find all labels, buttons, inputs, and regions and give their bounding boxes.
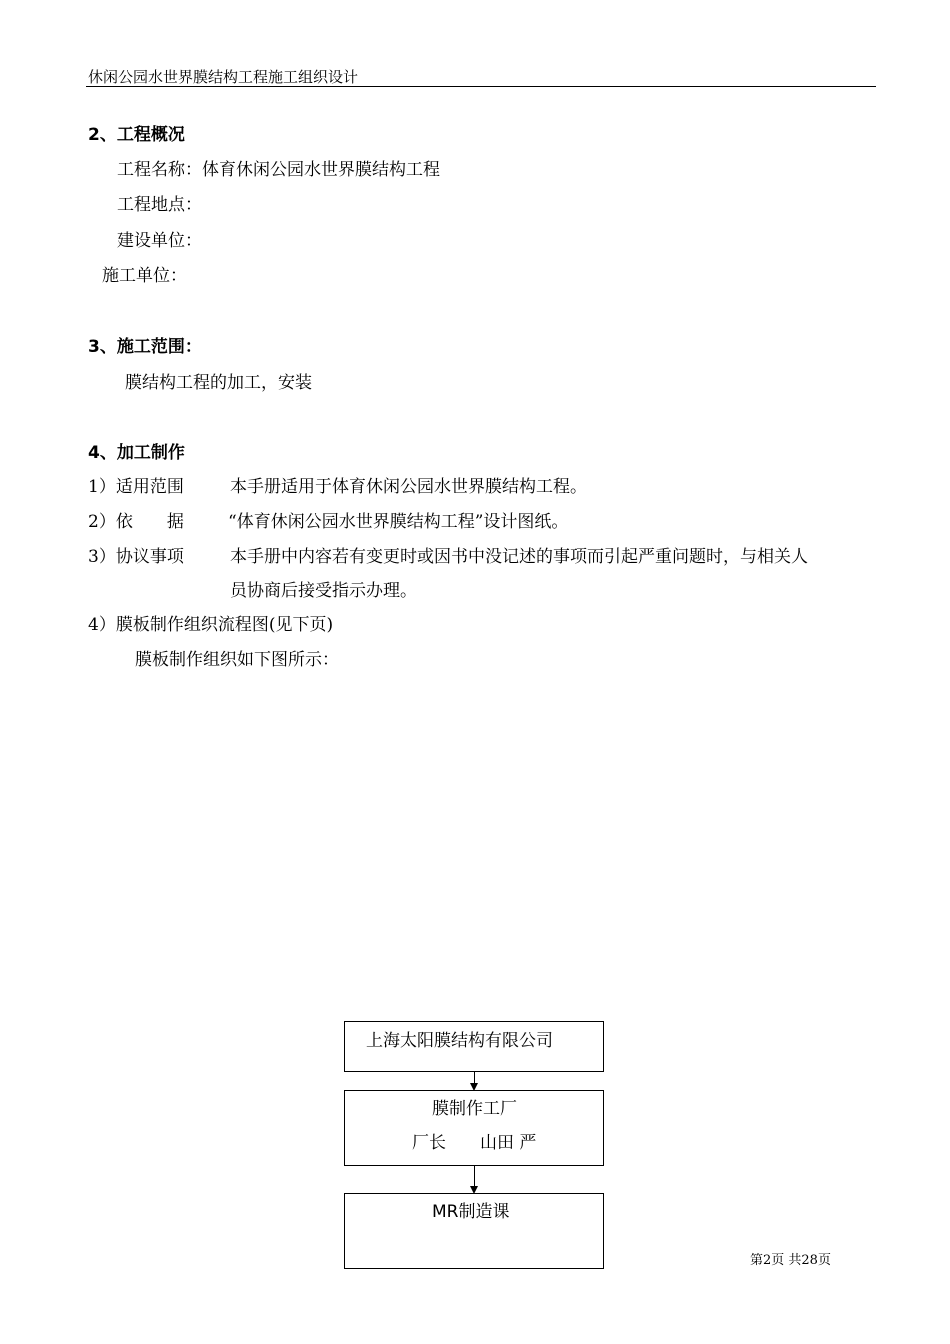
header-divider [86,86,876,87]
item3-text-line2: 员协商后接受指示办理。 [230,581,417,601]
flowchart-box-factory [344,1090,604,1166]
flow-intro: 膜板制作组织如下图所示： [135,650,339,670]
flowchart-box-company [344,1021,604,1072]
contractor: 施工单位： [102,266,187,286]
flow-connector-2 [474,1166,475,1186]
item2-text: “体育休闲公园水世界膜结构工程”设计图纸。 [228,512,569,532]
project-location: 工程地点： [117,195,202,215]
scope-text: 膜结构工程的加工，安装 [125,373,312,393]
item1-text: 本手册适用于体育休闲公园水世界膜结构工程。 [230,477,587,497]
item2-label: 2）依 据 [88,512,184,532]
document-header: 休闲公园水世界膜结构工程施工组织设计 [88,68,359,86]
item3-label: 3）协议事项 [88,547,184,567]
item1-label: 1）适用范围 [88,477,184,497]
box-mr-label: MR制造课 [432,1202,510,1222]
section-3-heading: 3、施工范围： [88,337,202,357]
section-2-heading: 2、工程概况 [88,125,185,145]
owner: 建设单位： [117,231,202,251]
item4: 4）膜板制作组织流程图(见下页) [88,615,334,635]
flowchart-box-mr [344,1193,604,1269]
item3-text-line1: 本手册中内容若有变更时或因书中没记述的事项而引起严重问题时，与相关人 [230,547,808,567]
box-factory-title: 膜制作工厂 [432,1099,517,1119]
project-name: 工程名称：体育休闲公园水世界膜结构工程 [117,160,440,180]
page-number: 第2页 共28页 [750,1253,831,1268]
box-factory-manager: 厂长 山田 严 [412,1133,537,1153]
section-4-heading: 4、加工制作 [88,443,185,463]
flow-connector-1 [474,1072,475,1083]
box-company-label: 上海太阳膜结构有限公司 [366,1031,553,1051]
